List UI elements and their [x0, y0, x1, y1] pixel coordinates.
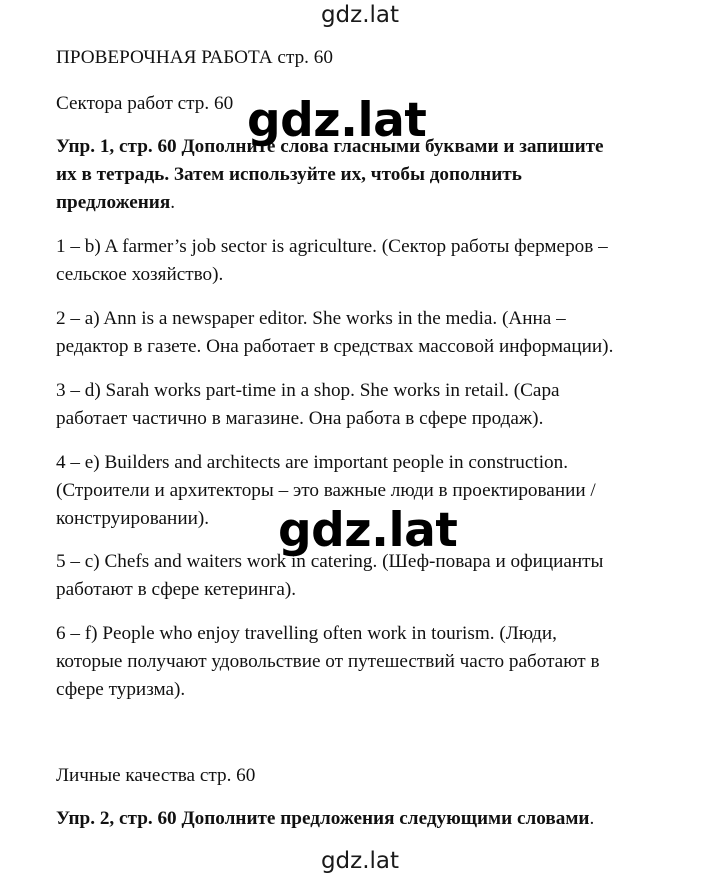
- watermark-large-2: gdz.lat: [278, 503, 458, 558]
- watermark-top: gdz.lat: [320, 2, 400, 28]
- answer-5-line-1: 5 – c) Chefs and waiters work in catering. (Шеф-повара и официанты: [56, 551, 604, 572]
- exercise-1-instruction-bold: предложения: [56, 192, 171, 213]
- answer-2-line-2: редактор в газете. Она работает в средствах массовой информации).: [56, 336, 614, 357]
- answer-6-line-1: 6 – f) People who enjoy travelling often work in tourism. (Люди,: [56, 623, 557, 644]
- answer-5-line-2: работают в сфере кетеринга).: [56, 579, 297, 600]
- answer-6-line-2: которые получают удовольствие от путешествий часто работают в: [56, 651, 600, 672]
- answer-4-line-2: (Строители и архитекторы – это важные люди в проектировании /: [56, 480, 596, 501]
- watermark-large-1: gdz.lat: [247, 93, 427, 148]
- section-title-personal-qualities: Личные качества стр. 60: [56, 765, 256, 786]
- watermark-bottom: gdz.lat: [320, 848, 400, 874]
- answer-6-line-3: сфере туризма).: [56, 679, 186, 700]
- exercise-2-instruction: [56, 805, 594, 833]
- exercise-2-instruction-period: .: [589, 808, 595, 829]
- answer-1-line-2: сельское хозяйство).: [56, 264, 224, 285]
- answer-4-line-1: 4 – e) Builders and architects are important people in construction.: [56, 452, 569, 473]
- exercise-1-instruction-period: .: [170, 192, 176, 213]
- answer-3-line-2: работает частично в магазине. Она работа в сфере продаж).: [56, 408, 544, 429]
- answer-2-line-1: 2 – a) Ann is a newspaper editor. She works in the media. (Анна –: [56, 308, 566, 329]
- answer-4-line-3: конструировании).: [56, 508, 210, 529]
- exercise-2-instruction-bold: Упр. 2, стр. 60 Дополните предложения следующими словами: [56, 808, 590, 829]
- exercise-1-instruction-line-2: их в тетрадь. Затем используйте их, чтобы дополнить: [56, 164, 522, 185]
- answer-1-line-1: 1 – b) A farmer’s job sector is agriculture. (Сектор работы фермеров –: [56, 236, 608, 257]
- exercise-1-instruction-line-3: [56, 189, 175, 217]
- section-title-job-sectors: Сектора работ стр. 60: [56, 93, 234, 114]
- page-heading: ПРОВЕРОЧНАЯ РАБОТА стр. 60: [56, 47, 333, 68]
- exercise-1-instruction-line-1: Упр. 1, стр. 60 Дополните слова гласными буквами и запишите: [56, 136, 604, 157]
- answer-3-line-1: 3 – d) Sarah works part-time in a shop. She works in retail. (Сара: [56, 380, 560, 401]
